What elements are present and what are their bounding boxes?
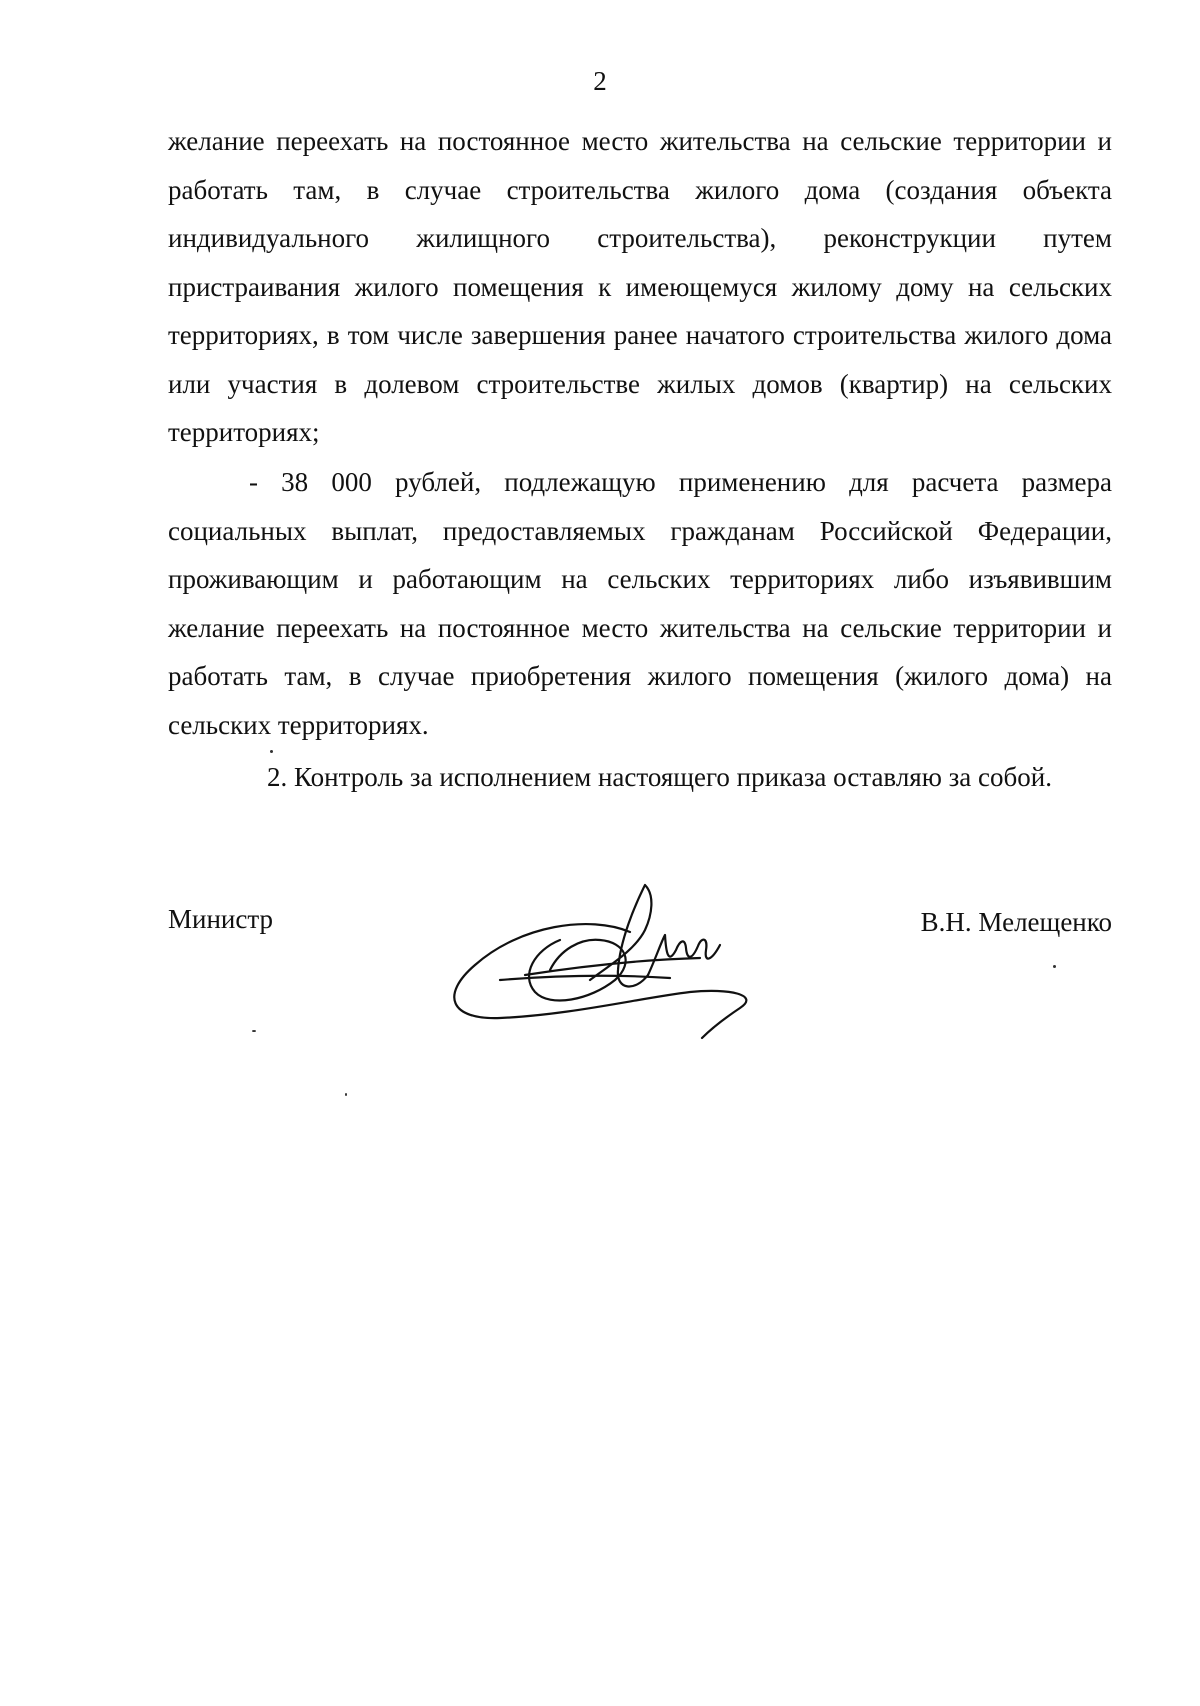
signatory-name: В.Н. Мелещенко: [920, 907, 1112, 937]
signature-stroke-inner: [529, 940, 626, 1001]
signature-stroke-letters: [648, 935, 720, 975]
scan-speck: [270, 750, 273, 753]
signature-stroke-flourish: [590, 885, 651, 986]
signature-stroke-loop: [454, 924, 746, 1038]
scan-speck: [252, 1030, 256, 1032]
body-paragraph-3: 2. Контроль за исполнением настоящего приказа оставляю за собой.: [267, 762, 1052, 792]
body-paragraph-2: - 38 000 рублей, подлежащую применению для расчета размера социальных выплат, предоставляемых гражданам Российской Федерации, проживающим и работающим на сельских территориях либо изъявившим желание переехать на постоянное место жительства на сельские территории и работать там, в случае приобретения жилого помещения (жилого дома) на сельских территориях.: [168, 467, 1112, 740]
signatory-role: Министр: [168, 904, 273, 934]
scan-speck: [345, 1093, 347, 1096]
handwritten-signature: [440, 880, 810, 1045]
scan-speck: [1053, 965, 1056, 968]
body-paragraph-1: желание переехать на постоянное место жительства на сельские территории и работать там, в случае строительства жилого дома (создания объекта индивидуального жилищного строительства), реконструкции путем пристраивания жилого помещения к имеющемуся жилому дому на сельских территориях, в том числе завершения ранее начатого строительства жилого дома или участия в долевом строительстве жилых домов (квартир) на сельских территориях;: [168, 126, 1112, 447]
page-number: 2: [593, 66, 607, 96]
